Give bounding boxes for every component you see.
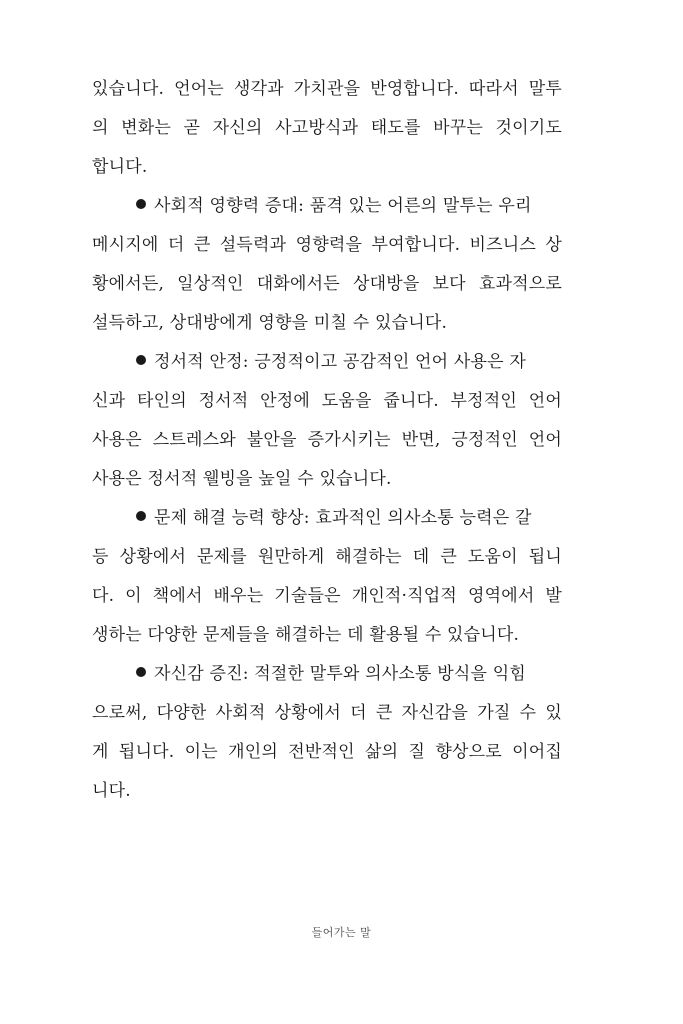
text-line: 의 변화는 곧 자신의 사고방식과 태도를 바꾸는 것이기도 <box>92 118 562 138</box>
text-line: 으로써, 다양한 사회적 상황에서 더 큰 자신감을 가질 수 있 <box>92 703 562 723</box>
text-line: 게 됩니다. 이는 개인의 전반적인 삶의 질 향상으로 이어집 <box>92 742 562 762</box>
bullet-line <box>92 351 562 373</box>
text-line: 메시지에 더 큰 설득력과 영향력을 부여합니다. 비즈니스 상 <box>92 235 562 255</box>
running-footer: 들어가는 말 <box>311 926 372 939</box>
text-line: 있습니다. 언어는 생각과 가치관을 반영합니다. 따라서 말투 <box>92 79 562 99</box>
bullet-line <box>92 195 562 217</box>
bullet-icon <box>136 355 146 365</box>
text-line: 사용은 스트레스와 불안을 증가시키는 반면, 긍정적인 언어 <box>92 430 562 450</box>
text-line: 사용은 정서적 웰빙을 높일 수 있습니다. <box>92 469 392 489</box>
paragraph <box>92 78 562 178</box>
bullet-line <box>92 507 562 529</box>
text-line: 설득하고, 상대방에게 영향을 미칠 수 있습니다. <box>92 313 448 333</box>
bullet-icon <box>136 511 146 521</box>
text-line: 황에서든, 일상적인 대화에서든 상대방을 보다 효과적으로 <box>92 274 562 294</box>
text-line: 니다. <box>92 781 131 801</box>
text-line: 문제 해결 능력 향상: 효과적인 의사소통 능력은 갈 <box>154 508 532 528</box>
bullet-paragraph <box>92 507 562 646</box>
text-line: 합니다. <box>92 157 148 177</box>
text-line: 사회적 영향력 증대: 품격 있는 어른의 말투는 우리 <box>154 196 532 216</box>
bullet-icon <box>136 199 146 209</box>
text-line: 등 상황에서 문제를 원만하게 해결하는 데 큰 도움이 됩니 <box>92 547 562 567</box>
text-line: 다. 이 책에서 배우는 기술들은 개인적·직업적 영역에서 발 <box>92 586 562 606</box>
bullet-icon <box>136 667 146 677</box>
text-line: 생하는 다양한 문제들을 해결하는 데 활용될 수 있습니다. <box>92 625 520 645</box>
bullet-paragraph <box>92 663 562 802</box>
text-line: 자신감 증진: 적절한 말투와 의사소통 방식을 익힘 <box>154 664 526 684</box>
bullet-paragraph <box>92 195 562 334</box>
bullet-paragraph <box>92 351 562 490</box>
body-text <box>92 78 562 819</box>
bullet-line <box>92 663 562 685</box>
text-line: 신과 타인의 정서적 안정에 도움을 줍니다. 부정적인 언어 <box>92 391 562 411</box>
text-line: 정서적 안정: 긍정적이고 공감적인 언어 사용은 자 <box>154 352 526 372</box>
